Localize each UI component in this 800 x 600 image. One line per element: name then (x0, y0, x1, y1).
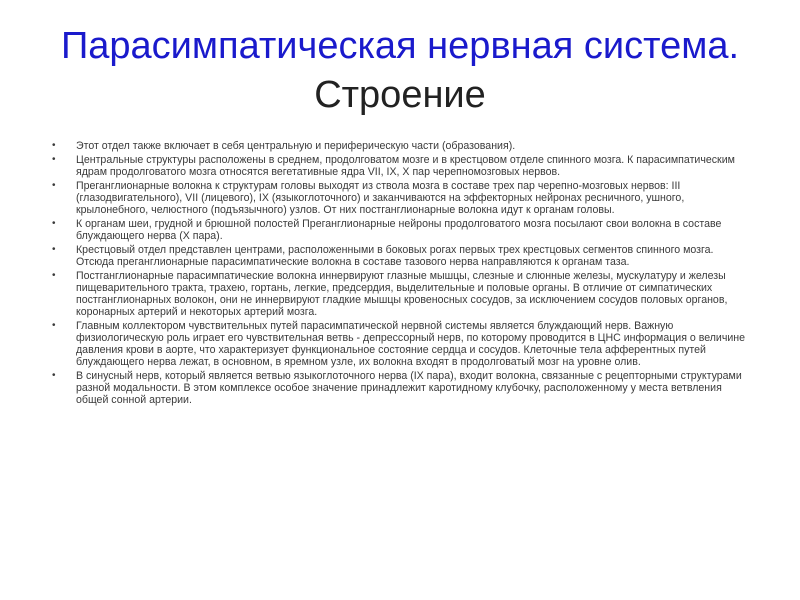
slide-title-sub: Строение (314, 74, 486, 116)
slide-title (40, 22, 760, 120)
bullet-item-1: • Этот отдел также включает в себя центральную и периферическую части (образования). (49, 140, 749, 152)
bullet-item-3: • Преганглионарные волокна к структурам головы выходят из ствола мозга в составе трех пар черепно-мозговых нервов: III (глазодвигательного), VII (лицевого), IX (языкоглоточного) и заканчиваются на эффекторных нейронах ресничного, ушного, крылонебного, челюстного (подъязычного) узлов. От них постганглионарные волокна идут к органам головы. (49, 180, 749, 216)
bullet-item-4: • К органам шеи, грудной и брюшной полостей Преганглионарные нейроны продолговатого мозга посылают свои волокна в составе блуждающего нерва (X пара). (49, 218, 749, 242)
bullet-list (49, 140, 749, 408)
slide-title-main: Парасимпатическая нервная система. (60, 25, 740, 67)
bullet-item-6: • Постганглионарные парасимпатические волокна иннервируют глазные мышцы, слезные и слюнные железы, мускулатуру и железы пищеварительного тракта, трахею, гортань, легкие, предсердия, выделительные и половые органы. В отличие от симпатических постганглионарных волокон, они не иннервируют гладкие мышцы кровеносных сосудов, за исключением сосудов половых органов, коронарных артерий и некоторых артерий мозга. (49, 270, 749, 318)
bullet-item-7: • Главным коллектором чувствительных путей парасимпатической нервной системы является блуждающий нерв. Важную физиологическую роль играет его чувствительная ветвь - депрессорный нерв, по которому проводится в ЦНС информация о величине давления крови в аорте, что характеризует функциональное состояние сердца и сосудов. Клеточные тела афферентных путей блуждающего нерва лежат, в основном, в яремном узле, их волокна входят в продолговатый мозг на уровне олив. (49, 320, 749, 368)
bullet-item-2: • Центральные структуры расположены в среднем, продолговатом мозге и в крестцовом отделе спинного мозга. К парасимпатическим ядрам продолговатого мозга относятся вегетативные ядра VII, IX, X пар черепномозговых нервов. (49, 154, 749, 178)
bullet-item-5: • Крестцовый отдел представлен центрами, расположенными в боковых рогах первых трех крестцовых сегментов спинного мозга. Отсюда преганглионарные парасимпатические волокна в составе тазового нерва направляются к органам таза. (49, 244, 749, 268)
bullet-item-8: • В синусный нерв, который является ветвью языкоглоточного нерва (IX пара), входит волокна, связанные с рецепторными структурами разной модальности. В этом комплексе особое значение принадлежит каротидному клубочку, расположенному у места ветвления общей сонной артерии. (49, 370, 749, 406)
